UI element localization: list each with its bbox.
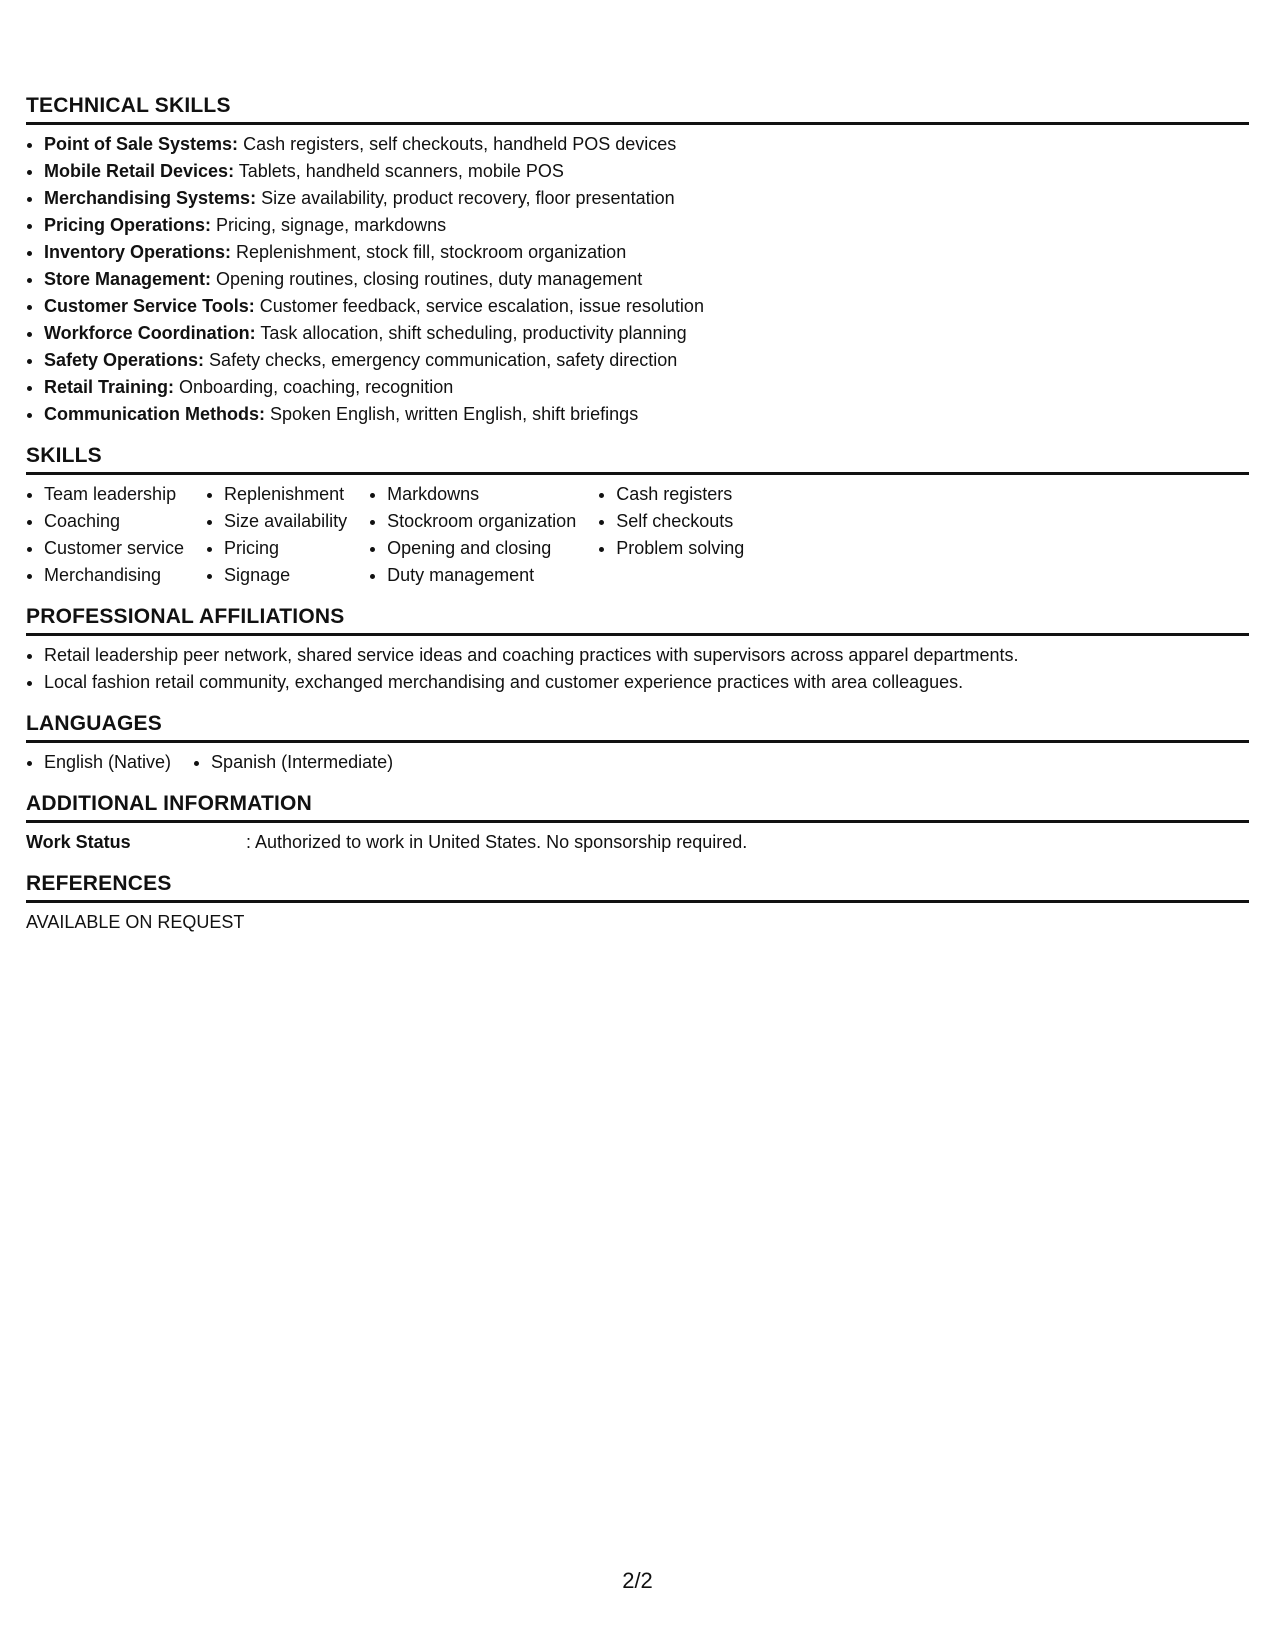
section-title: SKILLS	[26, 444, 1249, 475]
list-item: • Retail leadership peer network, shared service ideas and coaching practices with supervisors across apparel departments.	[44, 642, 1249, 669]
item-text: Pricing, signage, markdowns	[211, 215, 447, 235]
item-label: Customer Service Tools:	[44, 296, 255, 316]
item-label: Workforce Coordination:	[44, 323, 256, 343]
item-label: Communication Methods:	[44, 404, 265, 424]
skill-item: • Cash registers	[616, 481, 744, 508]
list-item	[44, 185, 1249, 212]
skill-item: • Replenishment	[224, 481, 347, 508]
item-label: Pricing Operations:	[44, 215, 212, 235]
item-text: Spoken English, written English, shift briefings	[265, 404, 639, 424]
list-item	[44, 401, 1249, 428]
skill-item: • Markdowns	[387, 481, 576, 508]
section-title: REFERENCES	[26, 872, 1249, 903]
technical-skills-list	[26, 131, 1249, 428]
references-section	[26, 872, 1249, 936]
list-item	[44, 266, 1249, 293]
section-title: TECHNICAL SKILLS	[26, 94, 1249, 125]
skill-item: • Merchandising	[44, 562, 184, 589]
list-item	[44, 347, 1249, 374]
language-item: • Spanish (Intermediate)	[211, 749, 393, 776]
work-status-label: Work Status	[26, 832, 131, 852]
skill-item: • Pricing	[224, 535, 347, 562]
resume-page	[26, 94, 1249, 952]
item-label: Retail Training:	[44, 377, 175, 397]
item-text: Replenishment, stock fill, stockroom organization	[231, 242, 627, 262]
item-label: Safety Operations:	[44, 350, 205, 370]
item-text: Tablets, handheld scanners, mobile POS	[234, 161, 564, 181]
list-item	[44, 239, 1249, 266]
list-item	[44, 212, 1249, 239]
references-text: AVAILABLE ON REQUEST	[26, 912, 245, 932]
technical-skills-section	[26, 94, 1249, 428]
list-item	[44, 374, 1249, 401]
page-number: 2/2	[622, 1568, 653, 1593]
item-text: Onboarding, coaching, recognition	[174, 377, 454, 397]
item-text: Customer feedback, service escalation, issue resolution	[254, 296, 704, 316]
languages-row	[26, 749, 1249, 776]
item-text: Cash registers, self checkouts, handheld POS devices	[238, 134, 677, 154]
item-label: Store Management:	[44, 269, 212, 289]
item-text: Opening routines, closing routines, duty management	[211, 269, 643, 289]
skill-item: • Duty management	[387, 562, 576, 589]
item-label: Merchandising Systems:	[44, 188, 257, 208]
work-status-value: : Authorized to work in United States. No sponsorship required.	[246, 832, 748, 852]
skill-item: • Customer service	[44, 535, 184, 562]
list-item	[44, 293, 1249, 320]
skill-item: • Team leadership	[44, 481, 184, 508]
list-item	[44, 131, 1249, 158]
skills-section	[26, 444, 1249, 589]
skill-item: • Stockroom organization	[387, 508, 576, 535]
item-text: Safety checks, emergency communication, safety direction	[204, 350, 678, 370]
skills-grid	[26, 481, 1249, 589]
list-item	[44, 158, 1249, 185]
item-label: Inventory Operations:	[44, 242, 232, 262]
item-text: Task allocation, shift scheduling, productivity planning	[255, 323, 687, 343]
affiliations-list	[26, 642, 1249, 696]
section-title: ADDITIONAL INFORMATION	[26, 792, 1249, 823]
work-status-row	[26, 829, 1249, 856]
list-item	[44, 320, 1249, 347]
skill-item: • Signage	[224, 562, 347, 589]
list-item: • Local fashion retail community, exchanged merchandising and customer experience practices with area colleagues.	[44, 669, 1249, 696]
skills-column	[598, 481, 744, 589]
language-item: • English (Native)	[44, 749, 171, 776]
skill-item: • Self checkouts	[616, 508, 744, 535]
affiliations-section	[26, 605, 1249, 696]
additional-info-section	[26, 792, 1249, 856]
skills-column	[206, 481, 347, 589]
item-label: Mobile Retail Devices:	[44, 161, 235, 181]
skill-item: • Opening and closing	[387, 535, 576, 562]
skills-column	[26, 481, 184, 589]
skill-item: • Problem solving	[616, 535, 744, 562]
item-label: Point of Sale Systems:	[44, 134, 239, 154]
skill-item: • Size availability	[224, 508, 347, 535]
section-title: LANGUAGES	[26, 712, 1249, 743]
languages-section	[26, 712, 1249, 776]
skill-item: • Coaching	[44, 508, 184, 535]
item-text: Size availability, product recovery, floor presentation	[256, 188, 675, 208]
skills-column	[369, 481, 576, 589]
section-title: PROFESSIONAL AFFILIATIONS	[26, 605, 1249, 636]
